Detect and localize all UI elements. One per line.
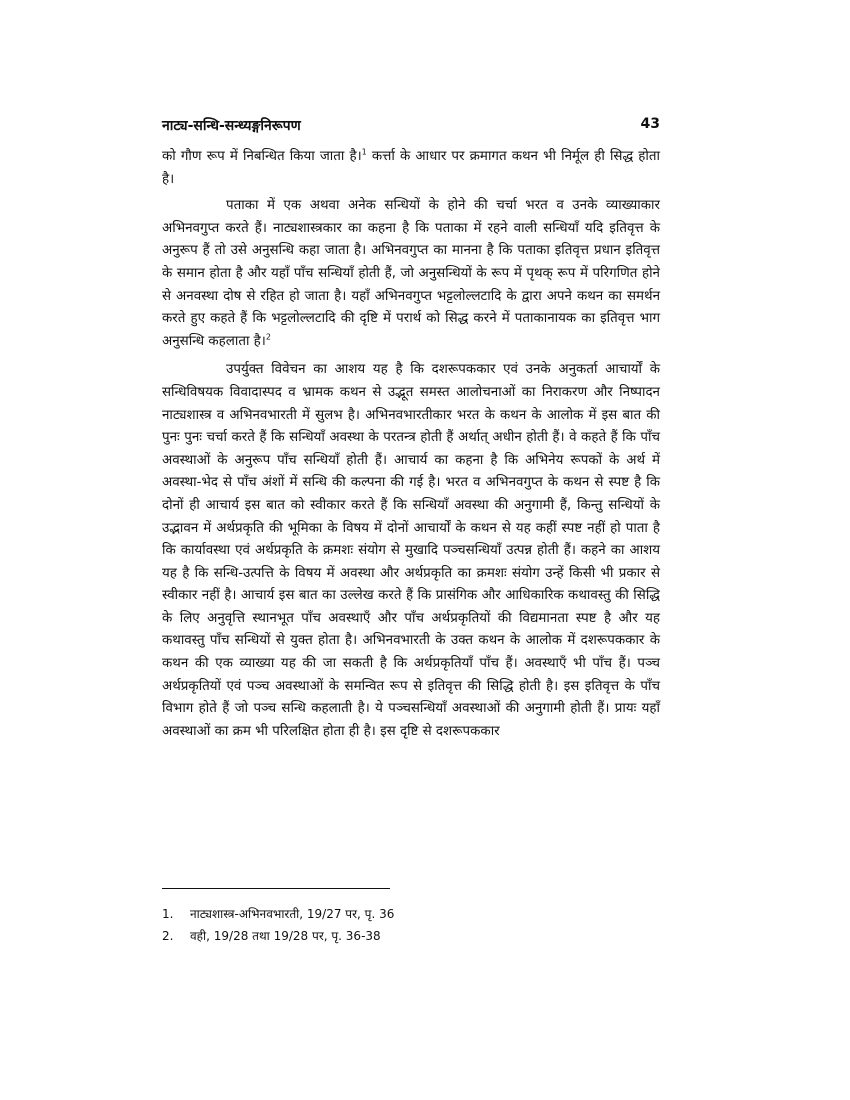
footnotes: [162, 903, 660, 947]
footnote-reference: 2: [265, 332, 271, 342]
paragraph-text: कर्त्ता के आधार पर क्रमागत कथन भी निर्मूल ही सिद्ध होता है।: [162, 149, 660, 187]
paragraph-discussion: [162, 359, 660, 743]
paragraph-text: को गौण रूप में निबन्धित किया जाता है।: [162, 149, 362, 164]
footnote-item: [162, 925, 660, 947]
paragraph-pataka: [162, 195, 660, 353]
footnote-text: नाट्यशास्त्र-अभिनवभारती, 19/27 पर, पृ. 36: [190, 907, 395, 921]
footnote-item: [162, 903, 660, 925]
footnote-number: 2.: [162, 929, 174, 943]
footnote-reference: 1: [361, 147, 367, 157]
footnote-divider: [162, 888, 390, 889]
paragraph-text: पताका में एक अथवा अनेक सन्धियों के होने की चर्चा भरत व उनके व्याख्याकार अभिनवगुप्त करते हैं। नाट्यशास्त्रकार का कहना है कि पताका में रहने वाली सन्धियाँ यदि इतिवृत्त के अनुरूप हैं तो उसे अनुसन्धि कहा जाता है। अभिनवगुप्त का मानना है कि पताका इतिवृत्त प्रधान इतिवृत्त के समान होता है और यहाँ पाँच सन्धियाँ होती हैं, जो अनुसन्धियों के रूप में पृथक् रूप में परिगणित होने से अनवस्था दोष से रहित हो जाता है। यहाँ अभिनवगुप्त भट्टलोल्लटादि के द्वारा अपने कथन का समर्थन करते हुए कहते हैं कि भट्टलोल्लटादि की दृष्टि में परार्थ को सिद्ध करने में पताकानायक का इतिवृत्त भाग अनुसन्धि कहलाता है।: [162, 198, 660, 349]
footnote-text: वही, 19/28 तथा 19/28 पर, पृ. 36-38: [190, 929, 381, 943]
paragraph-continuation: [162, 146, 660, 191]
paragraph-text: उपर्युक्त विवेचन का आशय यह है कि दशरूपककार एवं उनके अनुकर्ता आचार्यों के सन्धिविषयक विवादास्पद व भ्रामक कथन से उद्भूत समस्त आलोचनाओं का निराकरण और निष्पादन नाट्यशास्त्र व अभिनवभारती में सुलभ है। अभिनवभारतीकार भरत के कथन के आलोक में इस बात की पुनः पुनः चर्चा करते हैं कि सन्धियाँ अवस्था के परतन्त्र होती हैं अर्थात् अधीन होती हैं। वे कहते हैं कि पाँच अवस्थाओं के अनुरूप पाँच सन्धियाँ होती हैं। आचार्य का कहना है कि अभिनेय रूपकों के अर्थ में अवस्था-भेद से पाँच अंशों में सन्धि की कल्पना की गई है। भरत व अभिनवगुप्त के कथन से स्पष्ट है कि दोनों ही आचार्य इस बात को स्वीकार करते हैं कि सन्धियाँ अवस्था की अनुगामी हैं, किन्तु सन्धियों के उद्भावन में अर्थप्रकृति की भूमिका के विषय में दोनों आचार्यों के कथन से यह कहीं स्पष्ट नहीं हो पाता है कि कार्यावस्था एवं अर्थप्रकृति के क्रमशः संयोग से मुखादि पञ्चसन्धियाँ उत्पन्न होती हैं। कहने का आशय यह है कि सन्धि-उत्पत्ति के विषय में अवस्था और अर्थप्रकृति का क्रमशः संयोग उन्हें किसी भी प्रकार से स्वीकार नहीं है। आचार्य इस बात का उल्लेख करते हैं कि प्रासंगिक और आधिकारिक कथावस्तु की सिद्धि के लिए अनुवृत्ति स्थानभूत पाँच अवस्थाएँ और पाँच अर्थप्रकृतियों की विद्यमानता स्पष्ट है और यह कथावस्तु पाँच सन्धियों से युक्त होता है। अभिनवभारती के उक्त कथन के आलोक में दशरूपककार के कथन की एक व्याख्या यह की जा सकती है कि अर्थप्रकृतियाँ पाँच हैं। अवस्थाएँ भी पाँच हैं। पञ्च अर्थप्रकृतियों एवं पञ्च अवस्थाओं के समन्वित रूप से इतिवृत्त की सिद्धि होती है। इस इतिवृत्त के पाँच विभाग होते हैं जो पञ्च सन्धि कहलाती है। ये पञ्चसन्धियाँ अवस्थाओं की अनुगामी होती हैं। प्रायः यहाँ अवस्थाओं का क्रम भी परिलक्षित होता ही है। इस दृष्टि से दशरूपककार: [162, 362, 660, 739]
running-header: [162, 116, 660, 140]
footnote-number: 1.: [162, 907, 174, 921]
chapter-title: नाट्य-सन्धि-सन्ध्यङ्गनिरूपण: [162, 118, 301, 134]
main-text: [162, 146, 660, 743]
page-number: 43: [640, 116, 660, 132]
